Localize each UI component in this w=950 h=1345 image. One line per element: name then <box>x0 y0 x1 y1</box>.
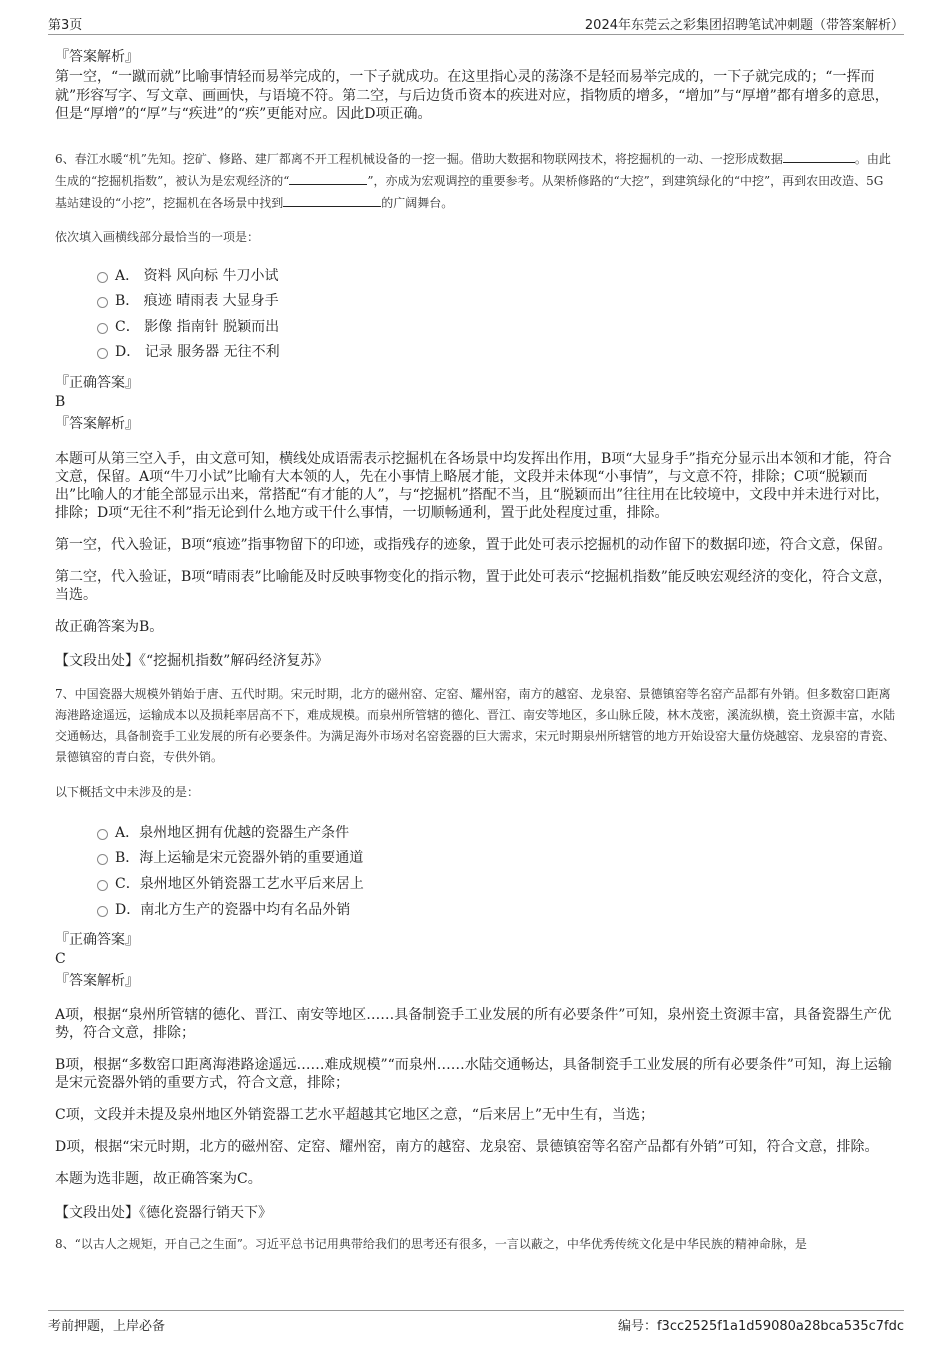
page-footer <box>48 1310 904 1333</box>
question-6-stem <box>55 148 895 214</box>
radio-button-icon[interactable] <box>97 906 108 917</box>
q6-correct-answer: B <box>55 393 66 410</box>
page-content <box>55 44 895 1255</box>
q6-analysis-conclusion: 故正确答案为B。 <box>55 618 164 635</box>
q6-option-a[interactable]: A． 资料 风向标 牛刀小试 <box>55 264 895 290</box>
q6-blank-1 <box>783 148 855 163</box>
q6-analysis-paragraph: 本题可从第三空入手，由文意可知，横线处成语需表示挖掘机在各场景中均发挥出作用，B项“大显身手”指充分显示出本领和才能，符合文意，保留。A项“牛刀小试”比喻有大本领的人，先在小事情上略展才能，文段并未体现“小事情”，与文意不符，排除；C项“脱颖而出”比喻人的才能全部显示出来，常搭配“有才能的人”，与“挖掘机”搭配不当，且“脱颖而出”往往用在比较境中，文段中并未进行对比，排除；D项“无往不利”指无论到什么地方或干什么事情，一切顺畅通利，置于此处程度过重，排除。 <box>55 450 892 521</box>
page-header <box>48 12 904 35</box>
question-7-stem: 7、中国瓷器大规模外销始于唐、五代时期。宋元时期，北方的磁州窑、定窑、耀州窑，南方的越窑、龙泉窑、景德镇窑等名窑产品都有外销。但多数窑口距离海港路途遥远，运输成本以及损耗率居高不下，难成规模。而泉州所管辖的德化、晋江、南安等地区，多山脉丘陵，林木茂密，溪流纵横，瓷土资源丰富，水陆交通畅达，具备制瓷手工业发展的所有必要条件。为满足海外市场对名窑瓷器的巨大需求，宋元时期泉州所辖管的地方开始设窑大量仿烧越窑、龙泉窑的青瓷、景德镇窑的青白瓷，专供外销。 <box>55 686 896 764</box>
radio-button-icon[interactable] <box>97 323 108 334</box>
question-7-prompt: 以下概括文中未涉及的是： <box>55 784 200 799</box>
answer-analysis-text: 第一空，“一蹴而就”比喻事情轻而易举完成的，一下子就成功。在这里指心灵的荡涤不是轻而易举完成的，一下子就完成的；“一挥而就”形容写字、写文章、画画快，与语境不符。第二空，与后边货币资本的疾进对应，指物质的增多，“增加”与“厚增”都有增多的意思，但是“厚增”的“厚”与“疾进”的“疾”更能对应。因此D项正确。 <box>55 69 889 122</box>
q6-analysis-paragraph: 第二空，代入验证，B项“晴雨表”比喻能及时反映事物变化的指示物，置于此处可表示“挖掘机指数”能反映宏观经济的变化，符合文意，当选。 <box>55 568 892 603</box>
q7-analysis-paragraph: B项，根据“多数窑口距离海港路途遥远……难成规模”“而泉州……水陆交通畅达，具备制瓷手工业发展的所有必要条件”可知，海上运输是宋元瓷器外销的重要方式，符合文意，排除； <box>55 1057 892 1092</box>
radio-button-icon[interactable] <box>97 854 108 865</box>
radio-button-icon[interactable] <box>97 297 108 308</box>
footer-slogan: 考前押题，上岸必备 <box>48 1319 166 1334</box>
q7-option-d[interactable]: D．南北方生产的瓷器中均有名品外销 <box>55 898 895 924</box>
q6-stem-part-b: 。由此生成的“挖掘机指数”，被认为是宏观经济的“ <box>55 151 891 188</box>
q7-source: 【文段出处】《德化瓷器行销天下》 <box>55 1205 272 1222</box>
q7-analysis-paragraph: D项，根据“宋元时期，北方的磁州窑、定窑、耀州窑，南方的越窑、龙泉窑、景德镇窑等名窑产品都有外销”可知，符合文意，排除。 <box>55 1139 879 1156</box>
q6-blank-2 <box>289 170 367 185</box>
q6-analysis-paragraph: 第一空，代入验证，B项“痕迹”指事物留下的印迹，或指残存的迹象，置于此处可表示挖掘机的动作留下的数据印迹，符合文意，保留。 <box>55 536 892 553</box>
q6-option-c[interactable]: C． 影像 指南针 脱颖而出 <box>55 315 895 341</box>
question-7-options <box>55 821 895 923</box>
page-number: 第3页 <box>48 18 83 33</box>
q7-analysis-paragraph: A项，根据“泉州所管辖的德化、晋江、南安等地区……具备制瓷手工业发展的所有必要条件”可知，泉州瓷土资源丰富，具备瓷器生产优势，符合文意，排除； <box>55 1007 892 1042</box>
q7-analysis-label: 『答案解析』 <box>55 973 139 990</box>
q7-option-c[interactable]: C．泉州地区外销瓷器工艺水平后来居上 <box>55 872 895 898</box>
q7-analysis-conclusion: 本题为选非题，故正确答案为C。 <box>55 1171 262 1188</box>
q7-correct-answer: C <box>55 951 66 968</box>
document-title: 2024年东莞云之彩集团招聘笔试冲刺题（带答案解析） <box>584 18 904 33</box>
q6-source: 【文段出处】《“挖掘机指数”解码经济复苏》 <box>55 652 329 669</box>
q6-correct-answer-label: 『正确答案』 <box>55 374 139 391</box>
q6-stem-part-c: ”，亦成为宏观调控的重要参考。从架桥修路的“大挖”，到建筑绿化的“中挖”，再到农田改造、5G基站建设的“小挖”，挖掘机在各场景中找到 <box>55 173 884 210</box>
q6-stem-part-a: 6、春江水暖“机”先知。挖矿、修路、建厂都离不开工程机械设备的一挖一掘。借助大数据和物联网技术，将挖掘机的一动、一挖形成数据 <box>55 151 783 166</box>
question-6-prompt: 依次填入画横线部分最恰当的一项是： <box>55 229 260 244</box>
q7-option-a[interactable]: A．泉州地区拥有优越的瓷器生产条件 <box>55 821 895 847</box>
answer-analysis-label: 『答案解析』 <box>55 49 139 65</box>
document-id: 编号：f3cc2525f1a1d59080a28bca535c7fdc <box>617 1319 904 1334</box>
q7-option-b[interactable]: B．海上运输是宋元瓷器外销的重要通道 <box>55 846 895 872</box>
q7-correct-answer-label: 『正确答案』 <box>55 932 139 949</box>
q6-option-b[interactable]: B． 痕迹 晴雨表 大显身手 <box>55 289 895 315</box>
q6-blank-3 <box>283 192 381 207</box>
radio-button-icon[interactable] <box>97 272 108 283</box>
q6-analysis-label: 『答案解析』 <box>55 415 139 432</box>
q6-option-d[interactable]: D． 记录 服务器 无往不利 <box>55 340 895 366</box>
radio-button-icon[interactable] <box>97 829 108 840</box>
question-8-stem: 8、“以古人之规矩，开自己之生面”。习近平总书记用典带给我们的思考还有很多，一言以蔽之，中华优秀传统文化是中华民族的精神命脉，是 <box>55 1237 807 1252</box>
question-6-options <box>55 264 895 366</box>
radio-button-icon[interactable] <box>97 880 108 891</box>
radio-button-icon[interactable] <box>97 348 108 359</box>
q6-stem-part-d: 的广阔舞台。 <box>381 195 454 210</box>
q7-analysis-paragraph: C项，文段并未提及泉州地区外销瓷器工艺水平超越其它地区之意，“后来居上”无中生有，当选； <box>55 1107 655 1124</box>
